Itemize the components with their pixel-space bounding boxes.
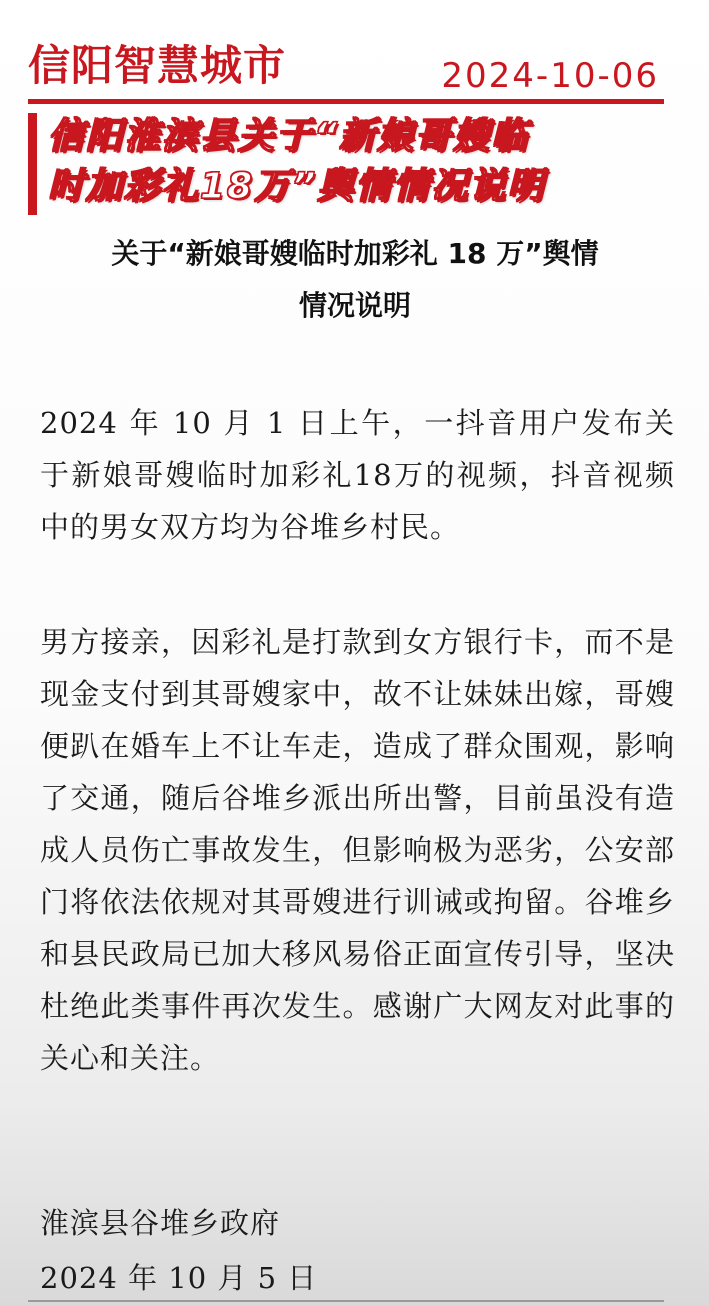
body-paragraph-2: 男方接亲，因彩礼是打款到女方银行卡，而不是现金支付到其哥嫂家中，故不让妹妹出嫁，哥嫂便趴在婚车上不让车走，造成了群众围观，影响了交通，随后谷堆乡派出所出警，目前虽没有造成人员伤亡事故发生，但影响极为恶劣，公安部门将依法依规对其哥嫂进行训诫或拘留。谷堆乡和县民政局已加大移风易俗正面宣传引导，坚决杜绝此类事件再次发生。感谢广大网友对此事的关心和关注。 bbox=[40, 625, 675, 1075]
article-headline bbox=[48, 112, 658, 212]
headline-line-1: 信阳淮滨县关于“新娘哥嫂临 bbox=[48, 116, 530, 157]
document-title-line-1: 关于“新娘哥嫂临时加彩礼 18 万”舆情 bbox=[111, 237, 599, 270]
document-title-line-2: 情况说明 bbox=[298, 289, 411, 322]
document-title bbox=[40, 228, 670, 332]
headline-line-2: 时加彩礼18万”舆情情况说明 bbox=[48, 166, 546, 207]
issuer-signature: 淮滨县谷堆乡政府 bbox=[40, 1206, 281, 1240]
header-divider bbox=[28, 99, 664, 104]
header-date: 2024-10-06 bbox=[441, 56, 659, 96]
signature-date: 2024 年 10 月 5 日 bbox=[40, 1261, 318, 1295]
footer-divider bbox=[28, 1300, 664, 1302]
headline-accent-bar bbox=[28, 113, 37, 215]
brand-logo-text: 信阳智慧城市 bbox=[28, 41, 287, 90]
body-paragraph-1: 2024 年 10 月 1 日上午，一抖音用户发布关于新娘哥嫂临时加彩礼18万的视频，抖音视频中的男女双方均为谷堆乡村民。 bbox=[40, 406, 675, 544]
